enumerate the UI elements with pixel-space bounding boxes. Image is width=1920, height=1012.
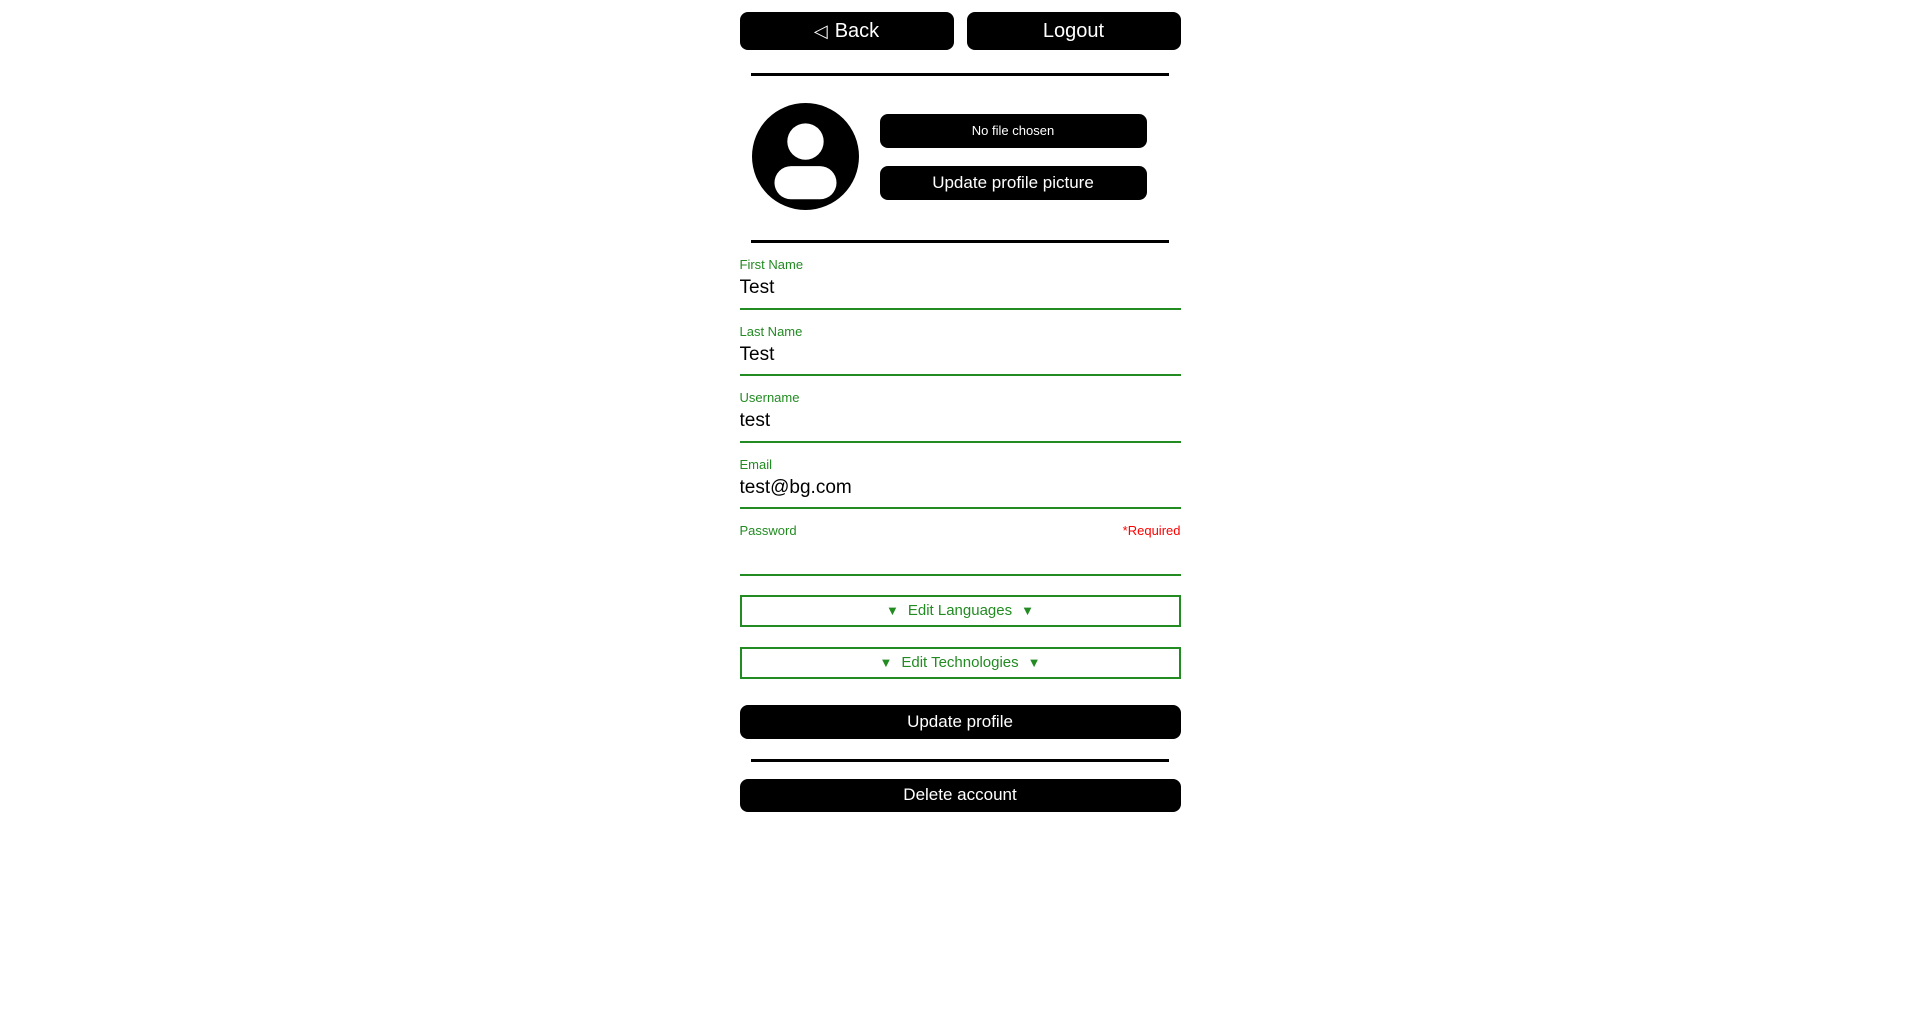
email-label: Email bbox=[739, 456, 773, 472]
last-name-label: Last Name bbox=[739, 323, 803, 339]
profile-picture-file-input[interactable] bbox=[880, 114, 1147, 148]
username-label: Username bbox=[739, 390, 800, 405]
divider-picture-form bbox=[751, 240, 1170, 243]
back-arrow-icon: ◁ bbox=[813, 21, 828, 41]
person-circle-icon bbox=[752, 103, 859, 210]
first-name-label: First Name bbox=[739, 257, 804, 272]
last-name-input[interactable] bbox=[740, 340, 1181, 377]
email-field-group bbox=[740, 457, 1181, 510]
delete-account-label: Delete account bbox=[903, 785, 1017, 804]
edit-technologies-button[interactable] bbox=[740, 647, 1181, 679]
picture-buttons-column bbox=[880, 114, 1147, 200]
profile-page bbox=[740, 0, 1181, 812]
first-name-field-group bbox=[740, 257, 1181, 310]
divider-top bbox=[751, 73, 1170, 76]
username-field-group bbox=[740, 390, 1181, 443]
update-profile-picture-button[interactable] bbox=[880, 166, 1147, 200]
profile-picture-section bbox=[740, 103, 1181, 210]
password-input[interactable] bbox=[740, 539, 1181, 576]
back-button[interactable] bbox=[740, 12, 954, 50]
update-picture-label: Update profile picture bbox=[932, 172, 1094, 192]
required-note: *Required bbox=[1122, 523, 1181, 538]
email-input[interactable] bbox=[740, 473, 1181, 510]
top-button-row bbox=[740, 12, 1181, 50]
edit-languages-label: Edit Languages bbox=[907, 602, 1013, 619]
edit-technologies-label: Edit Technologies bbox=[901, 654, 1019, 671]
update-profile-button[interactable] bbox=[740, 705, 1181, 739]
password-label: Password bbox=[739, 523, 797, 538]
first-name-input[interactable] bbox=[740, 273, 1181, 310]
divider-danger bbox=[751, 759, 1170, 762]
last-name-field-group bbox=[740, 324, 1181, 377]
chevron-down-icon: ▼ bbox=[1021, 603, 1034, 618]
file-input-status-label: No file chosen bbox=[971, 123, 1055, 138]
logout-button-label: Logout bbox=[1042, 19, 1105, 42]
logout-button[interactable] bbox=[967, 12, 1181, 50]
delete-account-button[interactable] bbox=[740, 779, 1181, 812]
chevron-down-icon: ▼ bbox=[879, 655, 893, 670]
password-label-row bbox=[740, 523, 1181, 539]
back-button-label: Back bbox=[834, 19, 880, 42]
password-field-group bbox=[740, 523, 1181, 576]
chevron-down-icon: ▼ bbox=[885, 603, 899, 618]
update-profile-label: Update profile bbox=[907, 711, 1013, 731]
username-input[interactable] bbox=[740, 406, 1181, 443]
edit-languages-button[interactable] bbox=[740, 595, 1181, 627]
chevron-down-icon: ▼ bbox=[1027, 655, 1041, 670]
